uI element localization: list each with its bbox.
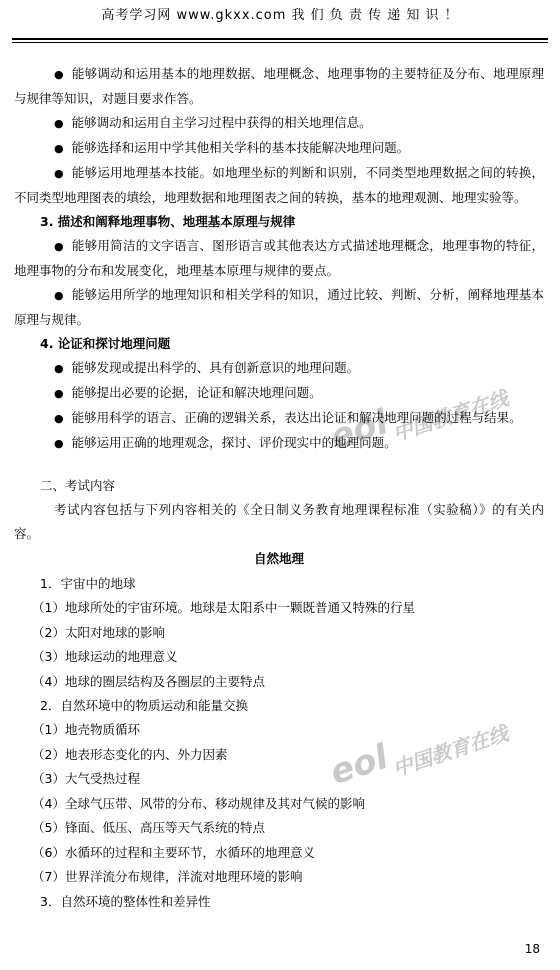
page-content bbox=[14, 62, 544, 914]
topic-item: （6）水循环的过程和主要环节，水循环的地理意义 bbox=[32, 844, 315, 860]
bullet-icon: ● bbox=[54, 68, 64, 81]
bullet-text: 能够运用正确的地理观念，探讨、评价现实中的地理问题。 bbox=[71, 435, 397, 450]
topic-item: （7）世界洋流分布规律，洋流对地理环境的影响 bbox=[32, 869, 303, 884]
topic-item: （1）地壳物质循环 bbox=[32, 722, 140, 737]
bullet-paragraph bbox=[14, 161, 544, 210]
bullet-text: 能够提出必要的论据，论证和解决地理问题。 bbox=[71, 385, 322, 400]
bullet-paragraph bbox=[14, 406, 544, 431]
topic-2-heading: 2．自然环境中的物质运动和能量交换 bbox=[40, 698, 248, 713]
header-rule-thin bbox=[12, 42, 548, 43]
page-header bbox=[0, 0, 560, 40]
bullet-icon: ● bbox=[54, 289, 64, 302]
part-2-heading: 二、考试内容 bbox=[40, 478, 116, 493]
header-title: 高考学习网 www.gkxx.com 我 们 负 责 传 递 知 识 ！ bbox=[101, 8, 459, 23]
bullet-paragraph bbox=[14, 111, 544, 136]
topic-item: （2）地表形态变化的内、外力因素 bbox=[32, 746, 228, 762]
topic-item: （1）地球所处的宇宙环境。地球是太阳系中一颗既普通又特殊的行星 bbox=[32, 600, 415, 615]
topic-item: （5）锋面、低压、高压等天气系统的特点 bbox=[32, 820, 265, 835]
topic-1-heading: 1．宇宙中的地球 bbox=[40, 576, 136, 591]
section-4-heading: 4. 论证和探讨地理问题 bbox=[40, 336, 171, 351]
bullet-text: 能够用简洁的文字语言、图形语言或其他表达方式描述地理概念，地理事物的特征，地理事物的分布和发展变化，地理基本原理与规律的要点。 bbox=[14, 238, 544, 278]
bullet-paragraph bbox=[14, 234, 544, 283]
eol-watermark-logo: eol bbox=[325, 737, 393, 793]
bullet-text: 能够选择和运用中学其他相关学科的基本技能解决地理问题。 bbox=[71, 140, 410, 155]
topic-item: （2）太阳对地球的影响 bbox=[32, 624, 165, 640]
bullet-icon: ● bbox=[54, 117, 64, 130]
topic-item: （3）地球运动的地理意义 bbox=[32, 649, 178, 664]
bullet-paragraph bbox=[14, 136, 544, 161]
eol-watermark-text: 中国教育在线 bbox=[389, 385, 512, 446]
bullet-text: 能够发现或提出科学的、具有创新意识的地理问题。 bbox=[71, 360, 360, 375]
header-rule-thick bbox=[12, 38, 548, 40]
bullet-paragraph bbox=[14, 381, 544, 406]
bullet-icon: ● bbox=[54, 240, 64, 253]
bullet-icon: ● bbox=[54, 387, 64, 400]
bullet-text: 能够调动和运用自主学习过程中获得的相关地理信息。 bbox=[71, 115, 372, 130]
page-number: 18 bbox=[524, 942, 540, 956]
bullet-text: 能够运用地理基本技能。如地理坐标的判断和识别，不同类型地理数据之间的转换，不同类型地理图表的填绘，地理数据和地理图表之间的转换，基本的地理观测、地理实验等。 bbox=[14, 165, 544, 205]
topic-item: （3）大气受热过程 bbox=[32, 771, 140, 786]
bullet-text: 能够调动和运用基本的地理数据、地理概念、地理事物的主要特征及分布、地理原理与规律等知识，对题目要求作答。 bbox=[14, 66, 544, 106]
eol-watermark-logo: eol bbox=[325, 402, 393, 458]
bullet-paragraph bbox=[14, 431, 544, 456]
bullet-icon: ● bbox=[54, 412, 64, 425]
topic-item: （4）地球的圈层结构及各圈层的主要特点 bbox=[32, 673, 265, 689]
bullet-icon: ● bbox=[54, 142, 64, 155]
topic-item: （4）全球气压带、风带的分布、移动规律及其对气候的影响 bbox=[32, 795, 365, 811]
bullet-paragraph bbox=[14, 356, 544, 381]
topic-3-heading: 3．自然环境的整体性和差异性 bbox=[40, 893, 211, 909]
bullet-icon: ● bbox=[54, 437, 64, 450]
bullet-icon: ● bbox=[54, 167, 64, 180]
part-2-intro: 考试内容包括与下列内容相关的《全日制义务教育地理课程标准（实验稿）》的有关内容。 bbox=[14, 502, 544, 541]
bullet-text: 能够运用所学的地理知识和相关学科的知识，通过比较、判断、分析，阐释地理基本原理与规律。 bbox=[14, 287, 544, 327]
bullet-paragraph bbox=[14, 283, 544, 332]
natural-geography-title: 自然地理 bbox=[253, 551, 304, 566]
bullet-icon: ● bbox=[54, 362, 64, 375]
bullet-text: 能够用科学的语言、正确的逻辑关系，表达出论证和解决地理问题的过程与结果。 bbox=[71, 410, 522, 425]
bullet-paragraph bbox=[14, 62, 544, 111]
section-3-heading: 3. 描述和阐释地理事物、地理基本原理与规律 bbox=[40, 214, 296, 229]
eol-watermark-text: 中国教育在线 bbox=[389, 720, 512, 781]
